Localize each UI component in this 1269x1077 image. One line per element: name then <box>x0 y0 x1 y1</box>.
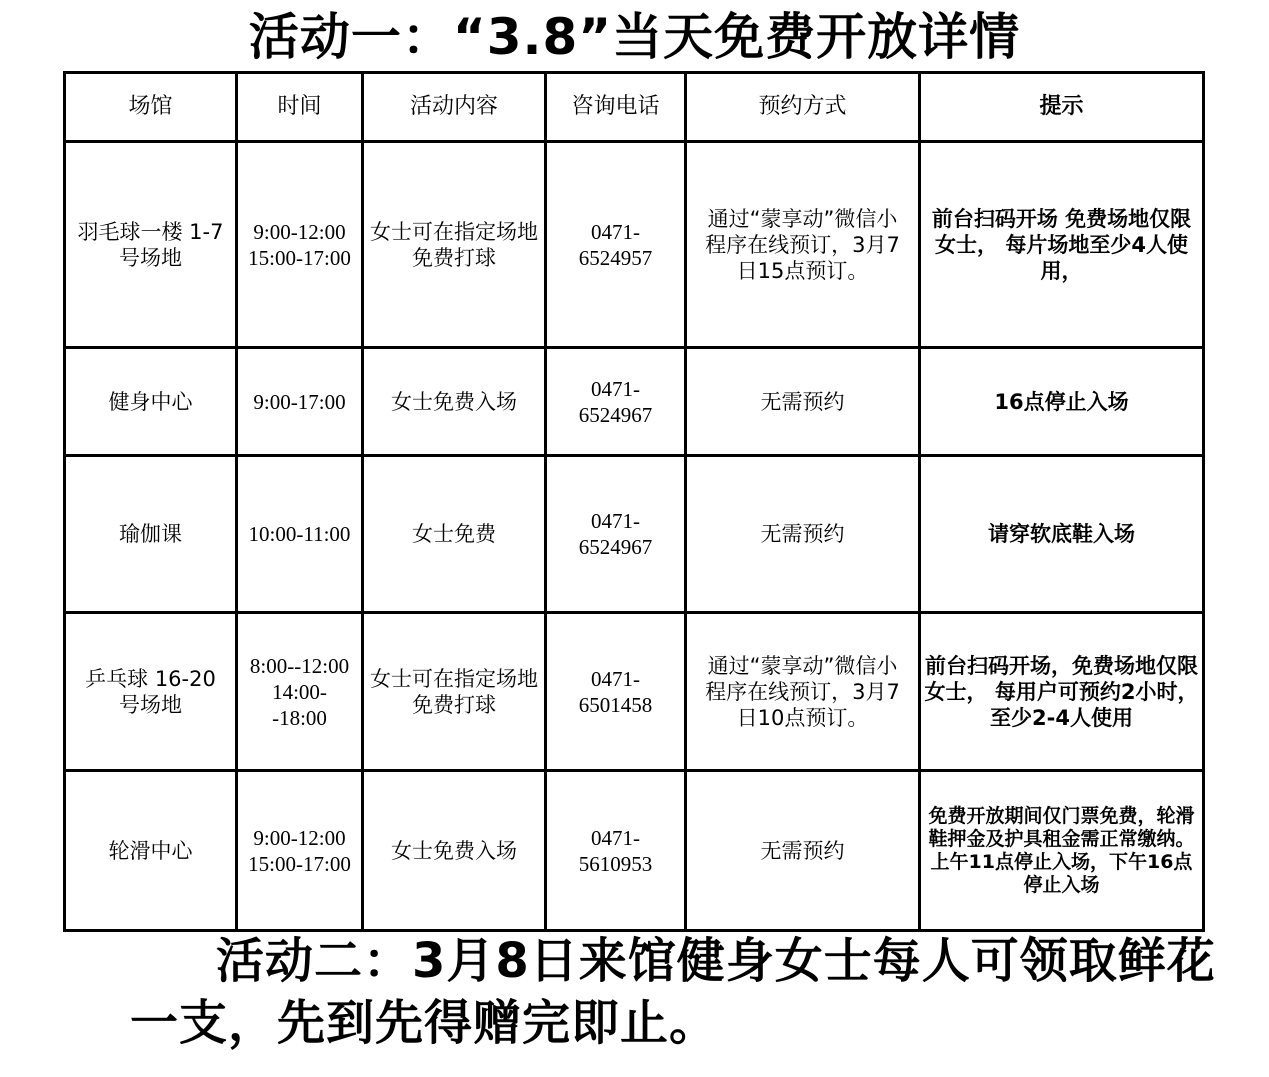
phone-line: 0471- <box>591 219 640 244</box>
booking-cell: 无需预约 <box>686 348 920 456</box>
time-line: 9:00-12:00 <box>253 219 346 244</box>
phone-line: 0471- <box>591 825 640 850</box>
booking-cell: 通过“蒙享动”微信小程序在线预订，3月7日10点预订。 <box>686 613 920 771</box>
phone-cell <box>546 142 686 348</box>
table-row <box>65 456 1204 613</box>
time-cell <box>237 456 363 613</box>
phone-line: 0471- <box>591 376 640 401</box>
header-tips: 提示 <box>920 73 1204 142</box>
content-cell: 女士可在指定场地免费打球 <box>363 613 546 771</box>
phone-line: 0471- <box>591 509 640 533</box>
tips-cell: 前台扫码开场 免费场地仅限女士， 每片场地至少4人使用， <box>920 142 1204 348</box>
phone-cell <box>546 348 686 456</box>
phone-line: 6501458 <box>578 692 653 717</box>
header-booking: 预约方式 <box>686 73 920 142</box>
time-line: 8:00--12:00 <box>249 653 350 678</box>
header-phone: 咨询电话 <box>546 73 686 142</box>
venue-cell: 乒乓球 16-20号场地 <box>65 613 237 771</box>
tips-cell: 前台扫码开场，免费场地仅限女士， 每用户可预约2小时， 至少2-4人使用 <box>920 613 1204 771</box>
venue-cell: 瑜伽课 <box>65 456 237 613</box>
booking-cell: 通过“蒙享动”微信小程序在线预订，3月7日15点预订。 <box>686 142 920 348</box>
content-cell: 女士免费入场 <box>363 771 546 931</box>
time-line: 14:00- <box>272 679 327 704</box>
header-content: 活动内容 <box>363 73 546 142</box>
header-time: 时间 <box>237 73 363 142</box>
phone-cell <box>546 613 686 771</box>
time-cell <box>237 348 363 456</box>
tips-cell: 免费开放期间仅门票免费，轮滑鞋押金及护具租金需正常缴纳。上午11点停止入场，下午16点停止入场 <box>920 771 1204 931</box>
table-row <box>65 142 1204 348</box>
content-cell: 女士可在指定场地免费打球 <box>363 142 546 348</box>
phone-line: 6524967 <box>578 402 653 427</box>
schedule-table <box>63 71 1205 932</box>
table-header-row <box>65 73 1204 142</box>
page-title: 活动一：“3.8”当天免费开放详情 <box>248 8 1021 66</box>
tips-cell: 16点停止入场 <box>920 348 1204 456</box>
header-venue: 场馆 <box>65 73 237 142</box>
content-cell: 女士免费入场 <box>363 348 546 456</box>
phone-line: 6524957 <box>578 245 653 270</box>
venue-cell: 羽毛球一楼 1-7号场地 <box>65 142 237 348</box>
phone-line: 0471- <box>591 666 640 691</box>
time-line: 9:00-12:00 <box>253 825 346 850</box>
time-line: -18:00 <box>272 705 327 730</box>
phone-line: 5610953 <box>578 851 653 876</box>
time-line: 15:00-17:00 <box>248 245 351 270</box>
venue-cell: 轮滑中心 <box>65 771 237 931</box>
time-line: 15:00-17:00 <box>248 851 351 876</box>
table-row <box>65 771 1204 931</box>
time-cell <box>237 771 363 931</box>
phone-cell <box>546 456 686 613</box>
table-row <box>65 613 1204 771</box>
content-cell: 女士免费 <box>363 456 546 613</box>
phone-line: 6524967 <box>578 535 653 559</box>
time-line: 10:00-11:00 <box>248 522 351 546</box>
venue-cell: 健身中心 <box>65 348 237 456</box>
phone-cell <box>546 771 686 931</box>
booking-cell: 无需预约 <box>686 456 920 613</box>
time-line: 9:00-17:00 <box>253 389 346 414</box>
activity-two-text: 活动二：3月8日来馆健身女士每人可领取鲜花一支，先到先得赠完即止。 <box>130 933 1216 1051</box>
time-cell <box>237 142 363 348</box>
time-cell <box>237 613 363 771</box>
booking-cell: 无需预约 <box>686 771 920 931</box>
tips-cell: 请穿软底鞋入场 <box>920 456 1204 613</box>
table-row <box>65 348 1204 456</box>
